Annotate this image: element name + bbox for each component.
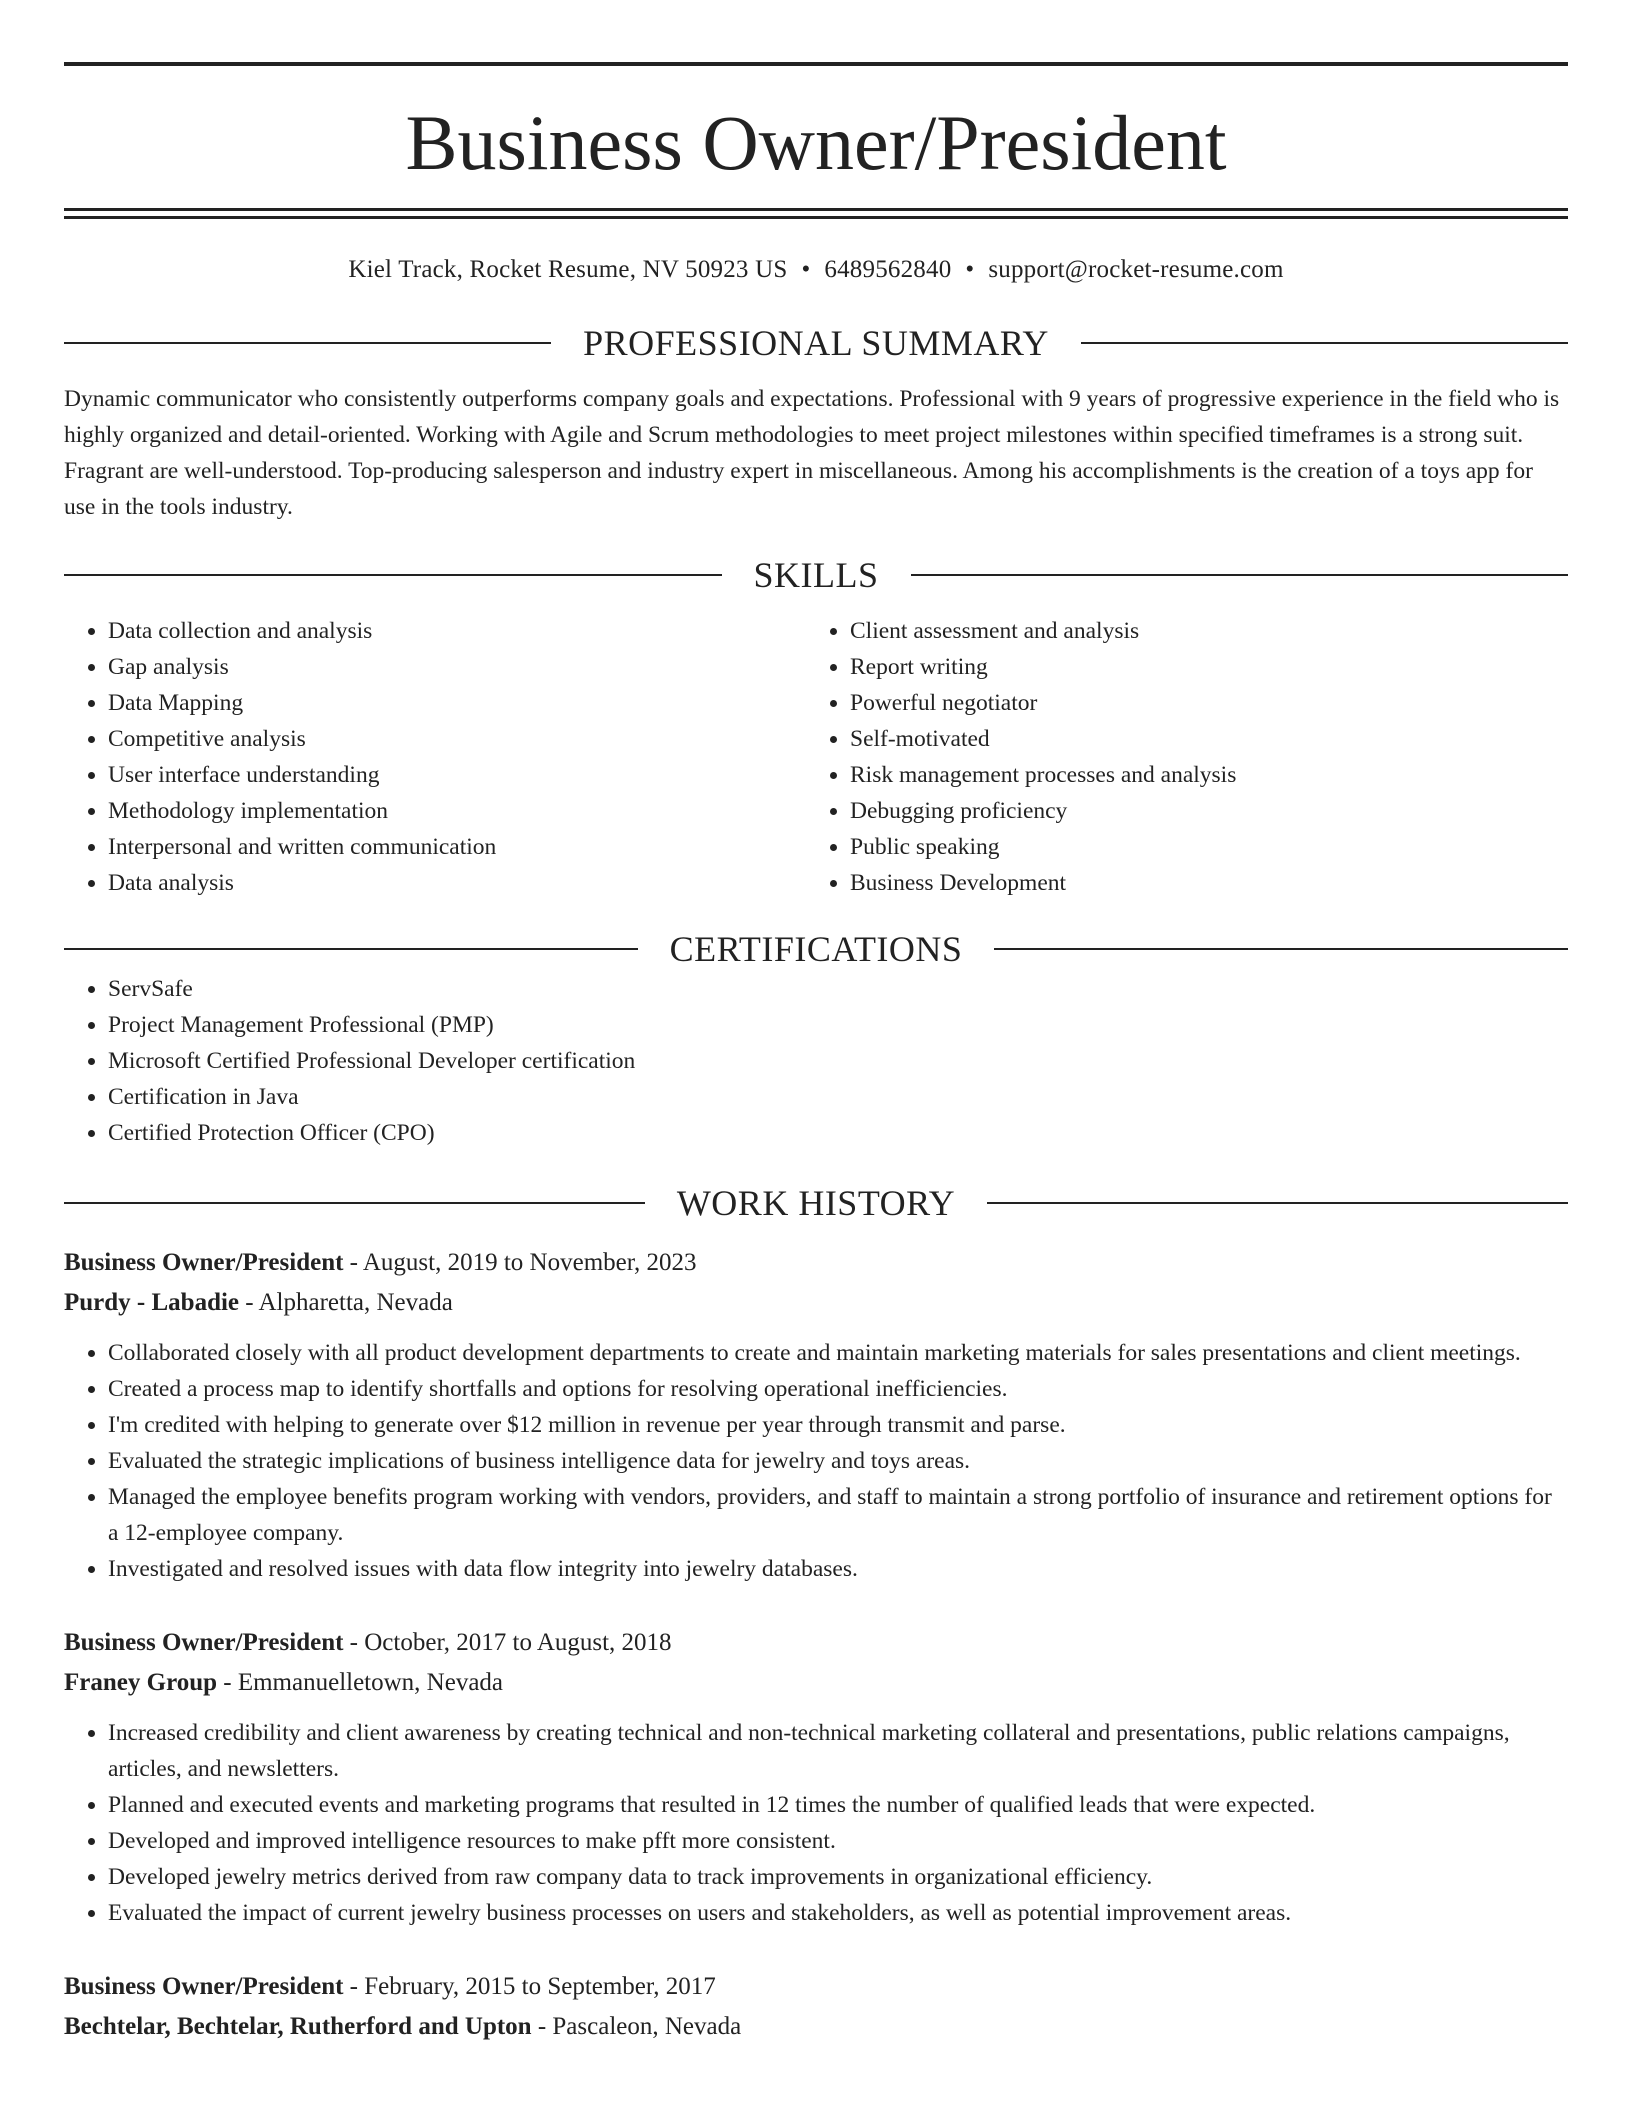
contact-email: support@rocket-resume.com [988, 256, 1284, 283]
job-location: - Pascaleon, Nevada [531, 2013, 742, 2040]
work-heading-row [64, 1181, 1568, 1225]
certification-item: • ServSafe [108, 971, 1568, 1007]
job-bullet: • Planned and executed events and marketing programs that resulted in 12 times the number of qualified leads that were expected. [108, 1787, 1568, 1823]
job-bullets [64, 1715, 1568, 1931]
summary-text: Dynamic communicator who consistently outperforms company goals and expectations. Professional with 9 years of progressive experience in the field who is highly organized and detail-oriented. Working with Agile and Scrum methodologies to meet project milestones within specified timeframes is a strong suit. Fragrant are well-understood. Top-producing salesperson and industry expert in miscellaneous. Among his accomplishments is the creation of a toys app for use in the tools industry. [64, 386, 1560, 520]
skills-columns [64, 613, 1568, 901]
job-bullet: • I'm credited with helping to generate over $12 million in revenue per year through transmit and parse. [108, 1407, 1568, 1443]
job-bullet: • Investigated and resolved issues with data flow integrity into jewelry databases. [108, 1551, 1568, 1587]
heading-rule-right [1081, 342, 1568, 344]
job-title: Business Owner/President [64, 1249, 344, 1276]
job-bullet: • Managed the employee benefits program working with vendors, providers, and staff to maintain a strong portfolio of insurance and retirement options for a 12-employee company. [108, 1479, 1568, 1551]
certification-item: • Microsoft Certified Professional Developer certification [108, 1043, 1568, 1079]
job-entry [64, 1243, 1568, 1587]
job-title: Business Owner/President [64, 1973, 344, 2000]
heading-rule-left [64, 948, 638, 950]
job-bullet: • Created a process map to identify shortfalls and options for resolving operational inefficiencies. [108, 1371, 1568, 1407]
skill-item: • Data collection and analysis [108, 613, 806, 649]
skill-item: • Data analysis [108, 865, 806, 901]
contact-phone: 6489562840 [824, 256, 952, 283]
job-company-line [64, 1663, 1568, 1703]
skill-item: • Gap analysis [108, 649, 806, 685]
skill-item: • Data Mapping [108, 685, 806, 721]
skill-item: • Public speaking [850, 829, 1548, 865]
job-bullet: • Evaluated the strategic implications of business intelligence data for jewelry and toys areas. [108, 1443, 1568, 1479]
double-rule [64, 208, 1568, 219]
heading-rule-left [64, 1202, 645, 1204]
work-heading: WORK HISTORY [676, 1183, 956, 1223]
skill-item: • Risk management processes and analysis [850, 757, 1548, 793]
job-bullet: • Increased credibility and client awareness by creating technical and non-technical marketing collateral and presentations, public relations campaigns, articles, and newsletters. [108, 1715, 1568, 1787]
skill-item: • Report writing [850, 649, 1548, 685]
skills-list-left [64, 613, 806, 901]
summary-heading: PROFESSIONAL SUMMARY [583, 323, 1049, 363]
skill-item: • Client assessment and analysis [850, 613, 1548, 649]
certifications-list [64, 971, 1568, 1151]
skills-heading-row [64, 553, 1568, 597]
skill-item: • Methodology implementation [108, 793, 806, 829]
job-entry [64, 1623, 1568, 1931]
job-company: Franey Group [64, 1669, 218, 1696]
contact-address: Kiel Track, Rocket Resume, NV 50923 US [348, 256, 788, 283]
skill-item: • Business Development [850, 865, 1548, 901]
job-company: Bechtelar, Bechtelar, Rutherford and Upton [64, 2013, 532, 2040]
contact-separator: • [801, 256, 811, 283]
job-dates: - October, 2017 to August, 2018 [343, 1629, 672, 1656]
job-dates: - February, 2015 to September, 2017 [343, 1973, 716, 2000]
skill-item: • User interface understanding [108, 757, 806, 793]
skill-item: • Powerful negotiator [850, 685, 1548, 721]
job-company-line [64, 2007, 1568, 2047]
job-company-line [64, 1283, 1568, 1323]
job-company: Purdy - Labadie [64, 1289, 240, 1316]
job-dates: - August, 2019 to November, 2023 [343, 1249, 697, 1276]
job-title-line [64, 1967, 1568, 2007]
job-title-line [64, 1623, 1568, 1663]
heading-rule-left [64, 342, 551, 344]
job-location: - Emmanuelletown, Nevada [217, 1669, 504, 1696]
job-bullet: • Evaluated the impact of current jewelry business processes on users and stakeholders, as well as potential improvement areas. [108, 1895, 1568, 1931]
page-title: Business Owner/President [405, 99, 1227, 186]
job-bullet: • Developed and improved intelligence resources to make pfft more consistent. [108, 1823, 1568, 1859]
top-rule [64, 62, 1568, 66]
certifications-heading: CERTIFICATIONS [669, 929, 963, 969]
job-title: Business Owner/President [64, 1629, 344, 1656]
skills-heading: SKILLS [753, 555, 879, 595]
certification-item: • Project Management Professional (PMP) [108, 1007, 1568, 1043]
job-bullets [64, 1335, 1568, 1587]
heading-rule-left [64, 574, 722, 576]
skill-item: • Interpersonal and written communication [108, 829, 806, 865]
resume-page [64, 0, 1568, 2047]
skill-item: • Competitive analysis [108, 721, 806, 757]
skill-item: • Self-motivated [850, 721, 1548, 757]
contact-line [64, 253, 1568, 287]
job-entry [64, 1967, 1568, 2047]
skills-list-right [806, 613, 1548, 901]
heading-rule-right [911, 574, 1569, 576]
certifications-heading-row [64, 927, 1568, 971]
heading-rule-right [994, 948, 1568, 950]
certification-item: • Certified Protection Officer (CPO) [108, 1115, 1568, 1151]
contact-separator: • [965, 256, 975, 283]
job-bullet: • Developed jewelry metrics derived from raw company data to track improvements in organizational efficiency. [108, 1859, 1568, 1895]
skill-item: • Debugging proficiency [850, 793, 1548, 829]
job-title-line [64, 1243, 1568, 1283]
job-location: - Alpharetta, Nevada [239, 1289, 453, 1316]
summary-heading-row [64, 321, 1568, 365]
certification-item: • Certification in Java [108, 1079, 1568, 1115]
heading-rule-right [987, 1202, 1568, 1204]
job-bullet: • Collaborated closely with all product development departments to create and maintain marketing materials for sales presentations and client meetings. [108, 1335, 1568, 1371]
